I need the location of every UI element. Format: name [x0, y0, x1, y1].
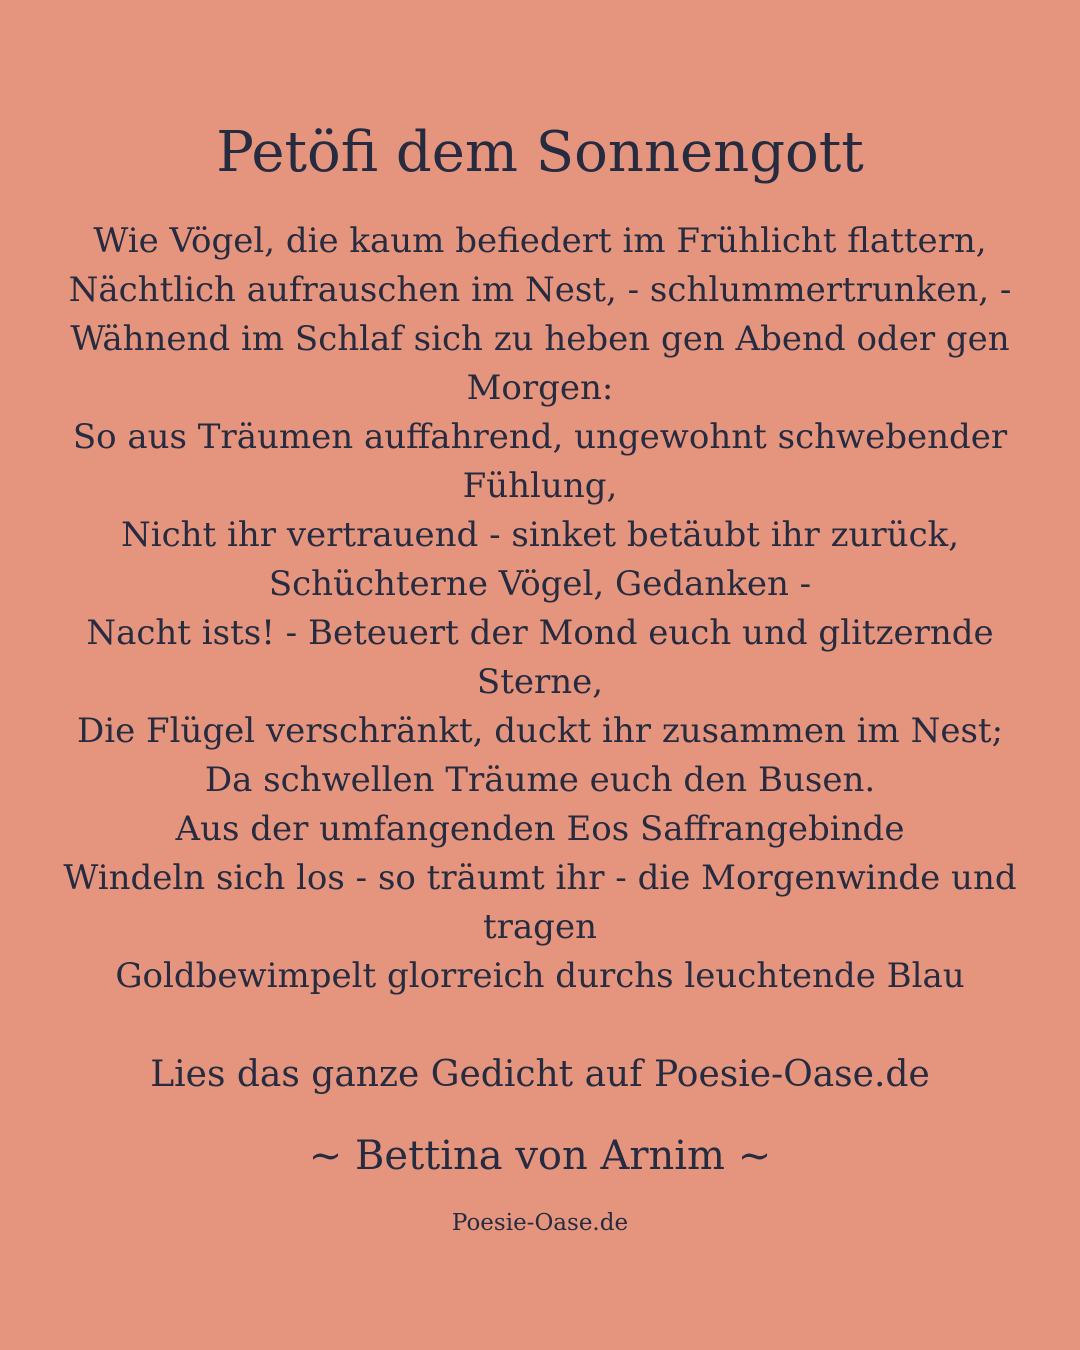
poem-text [50, 217, 1030, 1001]
poem-line: So aus Träumen auffahrend, ungewohnt schwebender [72, 417, 1008, 457]
poem-line: Wähnend im Schlaf sich zu heben gen Abend oder gen [70, 319, 1010, 359]
poem-line: Morgen: [466, 368, 614, 408]
poem-line: Goldbewimpelt glorreich durchs leuchtende Blau [115, 956, 965, 996]
site-brand: Poesie-Oase.de [451, 1210, 629, 1236]
poem-line: Fühlung, [462, 466, 618, 506]
poem-line: Nicht ihr vertrauend - sinket betäubt ihr zurück, [120, 515, 960, 555]
poem-line: Die Flügel verschränkt, duckt ihr zusammen im Nest; [76, 711, 1004, 751]
poem-line: Nacht ists! - Beteuert der Mond euch und glitzernde [86, 613, 994, 653]
poem-line: tragen [483, 907, 597, 947]
poem-line: Aus der umfangenden Eos Saffrangebinde [175, 809, 905, 849]
author-name: ~ Bettina von Arnim ~ [308, 1133, 772, 1179]
poem-line: Da schwellen Träume euch den Busen. [204, 760, 876, 800]
poem-line: Sterne, [476, 662, 604, 702]
read-full-poem-text: Lies das ganze Gedicht auf Poesie-Oase.de [150, 1054, 930, 1095]
poem-line: Wie Vögel, die kaum befiedert im Frühlicht flattern, [93, 221, 987, 261]
poem-title: Petöfi dem Sonnengott [216, 120, 864, 185]
poem-line: Schüchterne Vögel, Gedanken - [268, 564, 812, 604]
poem-line: Nächtlich aufrauschen im Nest, - schlummertrunken, - [68, 270, 1012, 310]
poem-line: Windeln sich los - so träumt ihr - die Morgenwinde und [63, 858, 1017, 898]
